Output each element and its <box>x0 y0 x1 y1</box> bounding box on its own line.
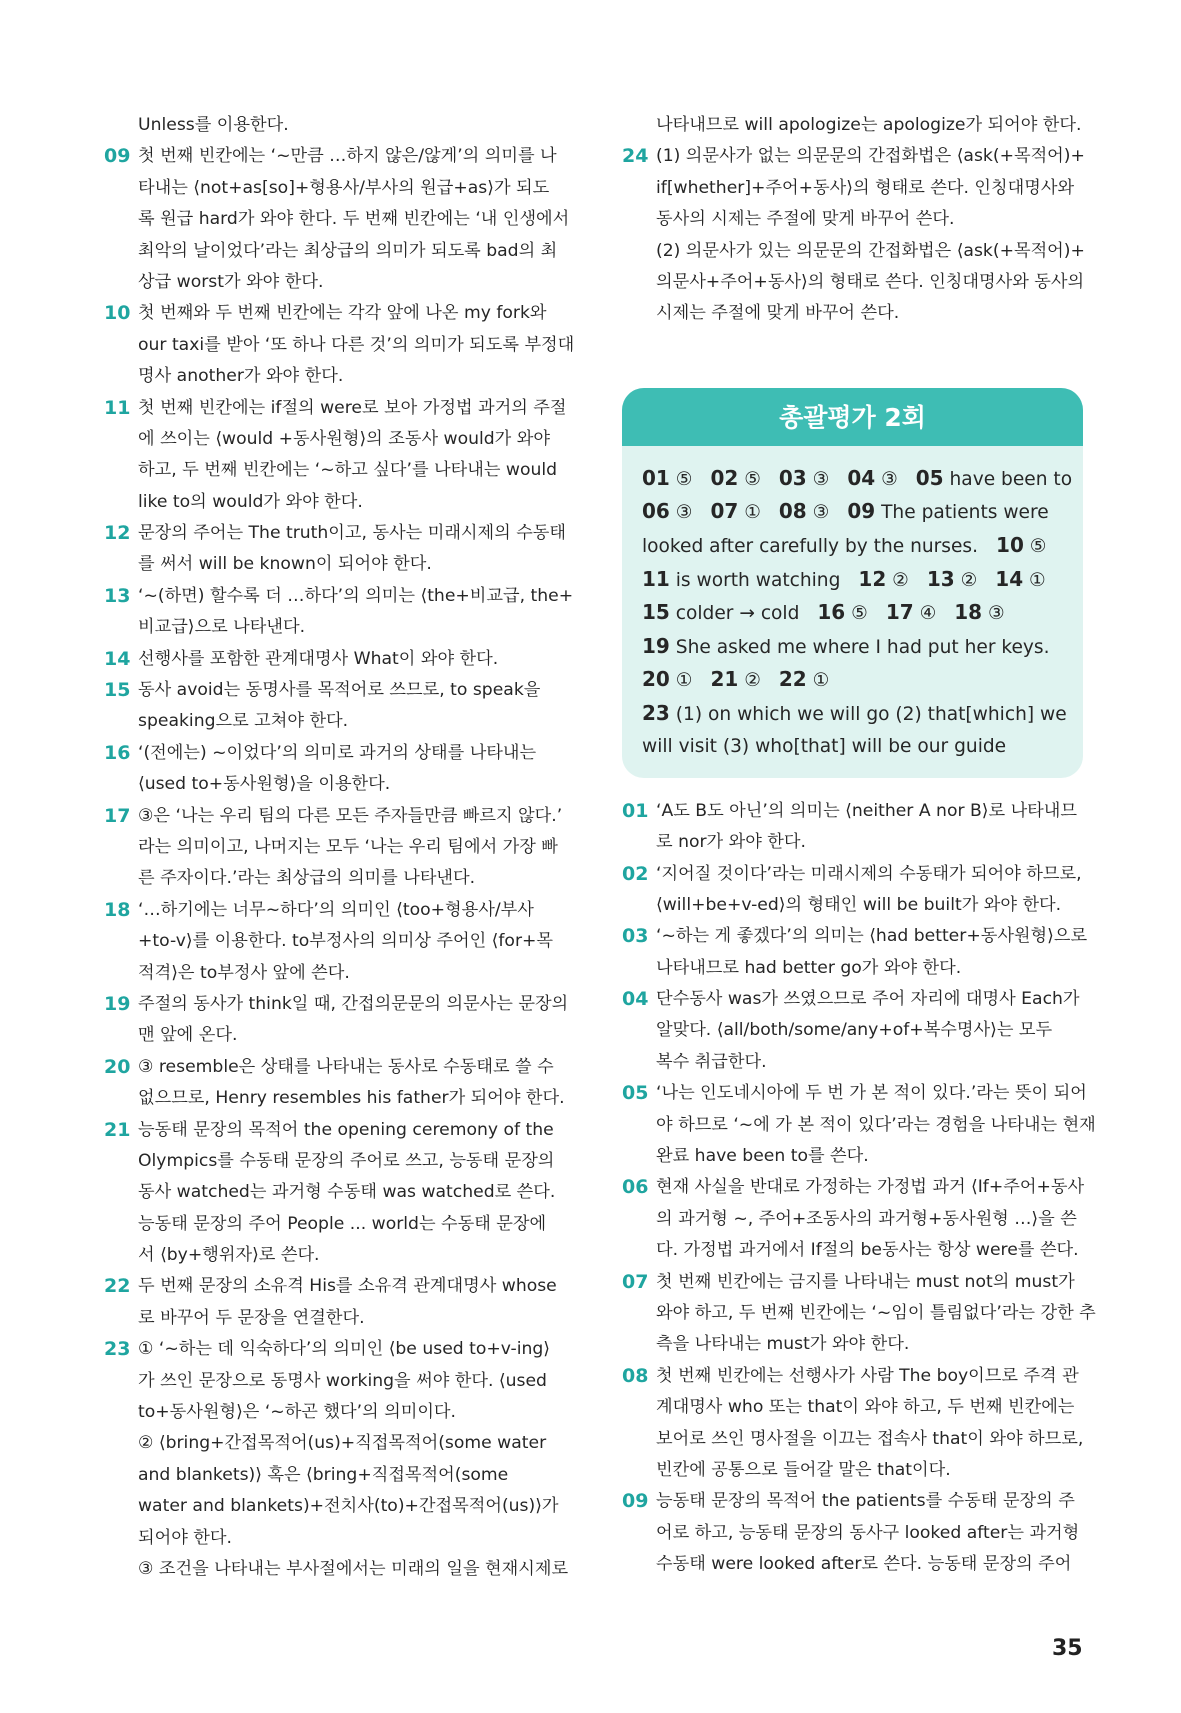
explanation-line: 타내는 ⟨not+as[so]+형용사/부사의 원급+as⟩가 되도 <box>138 177 550 198</box>
answer-entry <box>847 465 898 490</box>
answer-entry <box>915 465 1073 490</box>
answer-text: is worth watching <box>675 569 841 591</box>
explanation-item <box>104 1271 561 1334</box>
explanation-line: if[whether]+주어+동사⟩의 형태로 쓴다. 인칭대명사와 <box>656 177 1075 198</box>
explanation-line: 단수동사 was가 쓰였으므로 주어 자리에 대명사 Each가 <box>656 989 1080 1010</box>
item-number: 24 <box>622 145 649 168</box>
explanation-line: ② ⟨bring+간접목적어(us)+직접목적어(some water <box>138 1433 547 1454</box>
answer-text: ③ <box>881 468 898 490</box>
answer-entry <box>642 499 693 524</box>
explanation-line: 적격⟩은 to부정사 앞에 쓴다. <box>138 962 350 983</box>
explanation-line: 첫 번째와 두 번째 빈칸에는 각각 앞에 나온 my fork와 <box>138 303 547 324</box>
answer-number: 18 <box>954 600 983 625</box>
explanation-line: Olympics를 수동태 문장의 주어로 쓰고, 능동태 문장의 <box>138 1150 555 1171</box>
item-number: 06 <box>622 1176 649 1199</box>
item-number: 04 <box>622 988 649 1011</box>
item-number: 16 <box>104 741 131 764</box>
answer-line <box>642 529 1065 563</box>
answer-line <box>642 495 1065 529</box>
explanation-line: 의 과거형 ~, 주어+조동사의 과거형+동사원형 …⟩을 쓴 <box>656 1208 1077 1229</box>
answer-text: She asked me where I had put her keys. <box>675 636 1050 658</box>
explanation-line: ‘…하기에는 너무~하다’의 의미인 ⟨too+형용사/부사 <box>138 899 534 920</box>
answer-list <box>622 446 1083 764</box>
explanation-line: +to-v⟩를 이용한다. to부정사의 의미상 주어인 ⟨for+목 <box>138 931 554 952</box>
explanation-item <box>104 393 567 519</box>
explanation-item <box>622 796 1083 859</box>
explanation-line: 첫 번째 빈칸에는 선행사가 사람 The boy이므로 주격 관 <box>656 1365 1079 1386</box>
answer-text: ⑤ <box>1029 535 1047 557</box>
answer-text: (1) on which we will go (2) that[which] we <box>675 703 1067 725</box>
answer-number: 10 <box>996 532 1024 557</box>
answer-entry <box>858 566 909 591</box>
explanation-line: ① ‘~하는 데 익숙하다’의 의미인 ⟨be used to+v-ing⟩ <box>138 1339 550 1360</box>
explanation-line: 능동태 문장의 목적어 the patients를 수동태 문장의 주 <box>656 1491 1075 1512</box>
explanation-line: 빈칸에 공통으로 들어갈 말은 that이다. <box>656 1459 951 1480</box>
explanation-line: 완료 have been to를 쓴다. <box>656 1146 869 1167</box>
answer-number: 15 <box>642 600 670 625</box>
explanation-line: ‘A도 B도 아닌’의 의미는 ⟨neither A nor B⟩로 나타내므 <box>656 800 1077 821</box>
explanation-line: 로 nor가 와야 한다. <box>656 832 806 853</box>
explanation-line: Unless를 이용한다. <box>138 115 289 135</box>
item-number: 14 <box>104 647 131 670</box>
explanation-line: 능동태 문장의 목적어 the opening ceremony of the <box>138 1119 554 1140</box>
answer-entry <box>642 667 693 692</box>
answer-number: 11 <box>642 566 670 591</box>
explanation-line: ③은 ‘나는 우리 팀의 다른 모든 주자들만큼 빠르지 않다.’ <box>138 805 563 826</box>
explanation-line: 되어야 한다. <box>138 1527 232 1548</box>
answer-text: ② <box>960 569 978 591</box>
answer-number: 12 <box>858 566 887 591</box>
explanation-line: ⟨will+be+v-ed⟩의 형태인 will be built가 와야 한다. <box>656 894 1062 915</box>
item-number: 05 <box>622 1082 649 1105</box>
explanation-line: (2) 의문사가 있는 의문문의 간접화법은 ⟨ask(+목적어)+ <box>656 240 1085 261</box>
answer-text: ① <box>812 670 830 692</box>
answer-text: ③ <box>675 502 693 524</box>
explanation-line: 른 주자이다.’라는 최상급의 의미를 나타낸다. <box>138 868 476 889</box>
explanation-line: 비교급⟩으로 나타낸다. <box>138 617 306 638</box>
explanation-line: 수동태 were looked after로 쓴다. 능동태 문장의 주어 <box>656 1554 1072 1575</box>
page-number: 35 <box>1052 1636 1083 1661</box>
explanation-line: 록 원급 hard가 와야 한다. 두 번째 빈칸에는 ‘내 인생에서 <box>138 209 570 230</box>
explanation-line: 다. 가정법 과거에서 If절의 be동사는 항상 were를 쓴다. <box>656 1240 1079 1261</box>
item-number: 23 <box>104 1338 131 1361</box>
item-number: 13 <box>104 584 131 607</box>
explanation-item <box>622 984 1083 1078</box>
answer-entry <box>995 566 1046 591</box>
answer-text: ③ <box>988 603 1005 625</box>
explanation-item <box>622 1172 1083 1266</box>
explanation-line: 첫 번째 빈칸에는 ‘~만큼 …하지 않은/않게’의 의미를 나 <box>138 146 557 167</box>
explanation-line: ③ 조건을 나타내는 부사절에서는 미래의 일을 현재시제로 <box>138 1558 569 1579</box>
answer-entry <box>817 600 868 625</box>
item-number: 11 <box>104 396 131 419</box>
answer-box-title: 총괄평가 2회 <box>622 388 1083 446</box>
answer-line <box>642 630 1065 664</box>
answer-entry <box>642 736 1006 757</box>
answer-line <box>642 663 1065 697</box>
answer-entry <box>778 465 830 490</box>
item-number: 19 <box>104 992 131 1015</box>
explanation-line: our taxi를 받아 ‘또 하나 다른 것’의 의미가 되도록 부정대 <box>138 334 575 355</box>
explanation-line: 선행사를 포함한 관계대명사 What이 와야 한다. <box>138 648 499 669</box>
explanation-line: 첫 번째 빈칸에는 금지를 나타내는 must not의 must가 <box>656 1271 1075 1292</box>
item-number: 09 <box>104 145 131 168</box>
answer-text: ⑤ <box>675 468 693 490</box>
answer-number: 07 <box>710 499 739 524</box>
answer-number: 22 <box>778 667 807 692</box>
item-number: 02 <box>622 862 649 885</box>
explanation-item <box>622 141 1083 329</box>
answer-number: 03 <box>778 465 807 490</box>
answer-entry <box>710 465 761 490</box>
answer-entry <box>778 667 830 692</box>
explanation-item <box>104 738 561 801</box>
explanation-line: water and blankets)+전치사(to)+간접목적어(us)⟩가 <box>138 1496 559 1517</box>
answer-number: 01 <box>642 465 670 490</box>
answer-entry <box>642 536 978 557</box>
answer-line <box>642 563 1065 597</box>
item-number: 20 <box>104 1055 131 1078</box>
explanation-line: 와야 하고, 두 번째 빈칸에는 ‘~임이 틀림없다’라는 강한 추 <box>656 1302 1096 1323</box>
answer-text: ③ <box>812 502 830 524</box>
explanation-line: 보어로 쓰인 명사절을 이끄는 접속사 that이 와야 하므로, <box>656 1428 1084 1449</box>
explanation-line: 동사 watched는 과거형 수동태 was watched로 쓴다. <box>138 1182 556 1203</box>
item-number: 21 <box>104 1118 131 1141</box>
answer-text: colder → cold <box>675 603 800 625</box>
explanation-item <box>104 644 561 675</box>
explanation-line: 라는 의미이고, 나머지는 모두 ‘나는 우리 팀에서 가장 빠 <box>138 836 558 857</box>
answer-number: 08 <box>778 499 807 524</box>
explanation-line: 맨 앞에 온다. <box>138 1025 238 1046</box>
explanation-line: 의문사+주어+동사⟩의 형태로 쓴다. 인칭대명사와 동사의 <box>656 271 1085 292</box>
answer-entry <box>642 465 693 490</box>
right-column <box>622 110 1096 1581</box>
explanation-item <box>104 110 561 141</box>
explanation-line: ‘~하는 게 좋겠다’의 의미는 ⟨had better+동사원형⟩으로 <box>656 926 1088 947</box>
explanation-item <box>622 1267 1096 1361</box>
explanation-line: 최악의 날이었다’라는 최상급의 의미가 되도록 bad의 최 <box>138 240 558 261</box>
explanation-line: to+동사원형⟩은 ‘~하곤 했다’의 의미이다. <box>138 1402 456 1423</box>
item-number: 08 <box>622 1364 649 1387</box>
answer-text: ④ <box>919 603 937 625</box>
explanation-line: ③ resemble은 상태를 나타내는 동사로 수동태로 쓸 수 <box>138 1056 554 1077</box>
explanation-item <box>104 518 567 581</box>
explanation-item <box>104 1115 561 1272</box>
answer-text: ① <box>675 670 693 692</box>
answer-number: 20 <box>642 667 670 692</box>
answer-entry <box>996 532 1047 557</box>
answer-entry <box>642 566 841 591</box>
item-number: 15 <box>104 679 131 702</box>
explanation-item <box>104 675 561 738</box>
explanation-line: ‘지어질 것이다’라는 미래시제의 수동태가 되어야 하므로, <box>656 863 1082 884</box>
answer-entry <box>642 700 1067 725</box>
answer-line <box>642 730 1065 764</box>
explanation-line: 에 쓰이는 ⟨would +동사원형⟩의 조동사 would가 와야 <box>138 428 550 449</box>
answer-text: ② <box>892 569 909 591</box>
answer-entry <box>642 633 1050 658</box>
answer-entry <box>847 499 1049 524</box>
explanation-item <box>622 110 1083 141</box>
answer-line <box>642 462 1073 496</box>
explanation-line: 가 쓰인 문장으로 동명사 working을 써야 한다. ⟨used <box>138 1370 547 1391</box>
answer-entry <box>885 600 937 625</box>
explanation-item <box>622 921 1088 984</box>
answer-number: 23 <box>642 700 670 725</box>
answer-text: The patients were <box>881 502 1049 524</box>
answer-text: looked after carefully by the nurses. <box>642 535 979 557</box>
answer-text: ① <box>1029 569 1046 591</box>
explanation-line: 현재 사실을 반대로 가정하는 가정법 과거 ⟨If+주어+동사 <box>656 1177 1085 1198</box>
explanation-item <box>622 1078 1096 1172</box>
explanation-line: 야 하므로 ‘~에 가 본 적이 있다’라는 경험을 나타내는 현재 <box>656 1114 1096 1135</box>
answer-number: 16 <box>817 600 846 625</box>
explanation-line: 동사의 시제는 주절에 맞게 바꾸어 쓴다. <box>656 209 955 230</box>
answer-text: ② <box>744 670 761 692</box>
explanation-item <box>622 1361 1083 1487</box>
explanation-line: 로 바꾸어 두 문장을 연결한다. <box>138 1307 365 1328</box>
answer-number: 19 <box>642 633 670 658</box>
answer-number: 06 <box>642 499 670 524</box>
explanation-line: ‘(전에는) ~이었다’의 의미로 과거의 상태를 나타내는 <box>138 742 537 763</box>
explanation-item <box>104 141 570 298</box>
explanation-line: ⟨used to+동사원형⟩을 이용한다. <box>138 774 391 795</box>
answer-number: 02 <box>710 465 739 490</box>
explanation-line: 계대명사 who 또는 that이 와야 하고, 두 번째 빈칸에는 <box>656 1397 1075 1418</box>
answer-number: 09 <box>847 499 876 524</box>
answer-line <box>642 697 1065 731</box>
explanation-item <box>622 859 1083 922</box>
explanation-item <box>104 801 561 895</box>
item-number: 09 <box>622 1490 649 1513</box>
explanation-line: like to의 would가 와야 한다. <box>138 491 363 512</box>
explanation-item <box>104 1334 569 1585</box>
explanation-line: 동사 avoid는 동명사를 목적어로 쓰므로, to speak을 <box>138 680 541 701</box>
answer-text: have been to <box>949 468 1073 490</box>
explanation-line: 어로 하고, 능동태 문장의 동사구 looked after는 과거형 <box>656 1522 1080 1543</box>
answer-number: 13 <box>926 566 955 591</box>
answer-text: ③ <box>812 468 830 490</box>
answer-text: ⑤ <box>851 603 868 625</box>
answer-text: ⑤ <box>744 468 761 490</box>
right-top-explanations <box>622 110 1083 330</box>
explanation-item <box>104 581 574 644</box>
explanation-line: 주절의 동사가 think일 때, 간접의문문의 의문사는 문장의 <box>138 993 569 1014</box>
item-number: 10 <box>104 302 131 325</box>
item-number: 01 <box>622 799 649 822</box>
explanation-line: 복수 취급한다. <box>656 1051 767 1072</box>
explanation-item <box>104 1052 565 1115</box>
explanation-line: ‘나는 인도네시아에 두 번 가 본 적이 있다.’라는 뜻이 되어 <box>656 1083 1087 1104</box>
item-number: 18 <box>104 898 131 921</box>
explanation-line: 없으므로, Henry resembles his father가 되어야 한다. <box>138 1088 565 1109</box>
item-number: 03 <box>622 925 649 948</box>
explanation-line: 두 번째 문장의 소유격 His를 소유격 관계대명사 whose <box>138 1276 557 1297</box>
answer-number: 04 <box>847 465 876 490</box>
explanation-line: 나타내므로 had better go가 와야 한다. <box>656 957 962 978</box>
answer-text: ① <box>744 502 761 524</box>
explanation-item <box>104 895 561 989</box>
explanation-line: 첫 번째 빈칸에는 if절의 were로 보아 가정법 과거의 주절 <box>138 397 567 418</box>
answer-entry <box>778 499 830 524</box>
answer-entry <box>642 600 800 625</box>
left-column <box>104 110 575 1585</box>
explanation-line: 알맞다. ⟨all/both/some/any+of+복수명사⟩는 모두 <box>656 1020 1053 1041</box>
answer-entry <box>710 667 761 692</box>
explanation-line: 문장의 주어는 The truth이고, 동사는 미래시제의 수동태 <box>138 523 567 544</box>
explanation-item <box>104 298 575 392</box>
explanation-line: speaking으로 고쳐야 한다. <box>138 711 349 732</box>
right-bottom-explanations <box>622 796 1096 1581</box>
item-number: 07 <box>622 1270 649 1293</box>
explanation-line: 측을 나타내는 must가 와야 한다. <box>656 1334 910 1355</box>
answer-entry <box>926 566 978 591</box>
explanation-line: 시제는 주절에 맞게 바꾸어 쓴다. <box>656 303 900 324</box>
explanation-line: (1) 의문사가 없는 의문문의 간접화법은 ⟨ask(+목적어)+ <box>656 146 1085 167</box>
answer-text: will visit (3) who[that] will be our guide <box>642 736 1007 758</box>
answer-box <box>622 388 1083 778</box>
explanation-line: ‘~(하면) 할수록 더 …하다’의 의미는 ⟨the+비교급, the+ <box>138 585 574 606</box>
answer-number: 05 <box>915 465 944 490</box>
answer-number: 21 <box>710 667 739 692</box>
explanation-line: 하고, 두 번째 빈칸에는 ‘~하고 싶다’를 나타내는 would <box>138 460 558 481</box>
answer-entry <box>710 499 761 524</box>
explanation-item <box>622 1486 1083 1580</box>
answer-number: 17 <box>885 600 914 625</box>
explanation-line: 명사 another가 와야 한다. <box>138 366 344 387</box>
explanation-line: and blankets)⟩ 혹은 ⟨bring+직접목적어(some <box>138 1464 509 1485</box>
item-number: 22 <box>104 1275 131 1298</box>
item-number: 17 <box>104 804 131 827</box>
explanation-item <box>104 989 569 1052</box>
item-number: 12 <box>104 522 131 545</box>
explanation-line: 상급 worst가 와야 한다. <box>138 271 324 292</box>
answer-entry <box>954 600 1005 625</box>
explanation-line: 서 ⟨by+행위자⟩로 쓴다. <box>138 1245 320 1266</box>
explanation-line: 를 써서 will be known이 되어야 한다. <box>138 554 432 575</box>
explanation-line: 능동태 문장의 주어 People ... world는 수동태 문장에 <box>138 1213 547 1234</box>
answer-line <box>642 596 1065 630</box>
answer-number: 14 <box>995 566 1024 591</box>
explanation-line: 나타내므로 will apologize는 apologize가 되어야 한다. <box>656 115 1082 135</box>
